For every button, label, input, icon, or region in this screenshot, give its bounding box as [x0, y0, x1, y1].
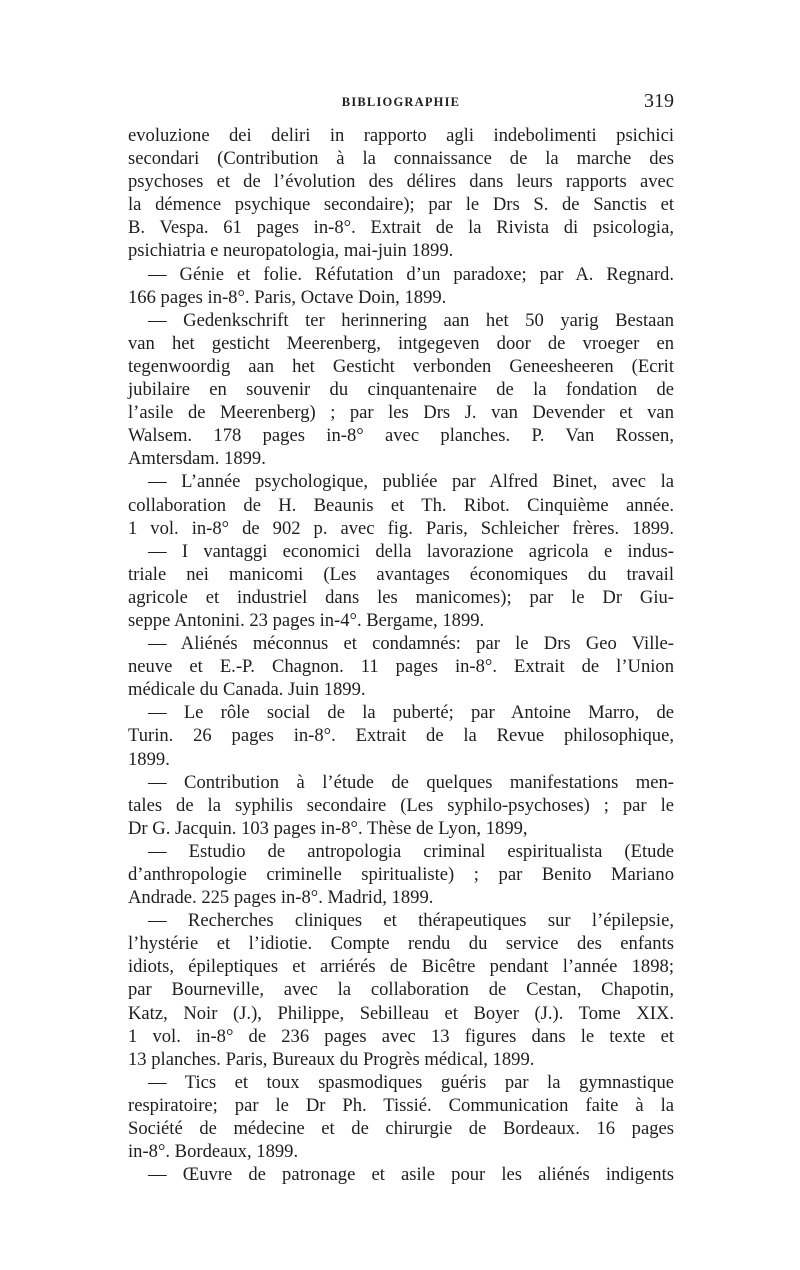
text-line: — Tics et toux spasmodiques guéris par la gymnastique: [148, 1071, 674, 1093]
text-line: psychoses et de l’évolution des délires dans leurs rapports avec: [128, 171, 674, 193]
text-line: — Estudio de antropologia criminal espiritualista (Etude: [148, 840, 674, 862]
text-line: — Œuvre de patronage et asile pour les aliénés indigents: [148, 1164, 674, 1186]
text-line: médicale du Canada. Juin 1899.: [128, 679, 366, 701]
text-line: l’asile de Meerenberg) ; par les Drs J. van Devender et van: [128, 402, 674, 424]
text-line: agricole et industriel dans les manicomes); par le Dr Giu-: [128, 586, 674, 608]
text-line: — L’année psychologique, publiée par Alfred Binet, avec la: [148, 471, 674, 493]
text-line: — Gedenkschrift ter herinnering aan het 50 yarig Bestaan: [148, 309, 674, 331]
text-line: psichiatria e neuropatologia, mai-juin 1899.: [128, 240, 454, 262]
text-line: van het gesticht Meerenberg, intgegeven door de vroeger en: [128, 332, 674, 354]
text-line: — Aliénés méconnus et condamnés: par le Drs Geo Ville-: [148, 633, 674, 655]
text-line: Amtersdam. 1899.: [128, 448, 266, 470]
text-line: — Génie et folie. Réfutation d’un paradoxe; par A. Regnard.: [148, 263, 674, 285]
text-line: Andrade. 225 pages in-8°. Madrid, 1899.: [128, 887, 434, 909]
text-line: 1 vol. in-8° de 902 p. avec fig. Paris, Schleicher frères. 1899.: [128, 517, 674, 539]
text-line: d’anthropologie criminelle spiritualiste) ; par Benito Mariano: [128, 864, 674, 885]
text-line: l’hystérie et l’idiotie. Compte rendu du service des enfants: [128, 933, 674, 955]
text-line: Société de médecine et de chirurgie de Bordeaux. 16 pages: [128, 1118, 674, 1140]
text-line: — Contribution à l’étude de quelques manifestations men-: [148, 771, 674, 793]
running-head: BIBLIOGRAPHIE: [341, 95, 461, 109]
text-line: 1899.: [128, 748, 170, 770]
text-line: Turin. 26 pages in-8°. Extrait de la Revue philosophique,: [128, 725, 674, 747]
text-line: triale nei manicomi (Les avantages économiques du travail: [128, 563, 674, 585]
text-line: secondari (Contribution à la connaissance de la marche des: [128, 148, 674, 170]
text-line: collaboration de H. Beaunis et Th. Ribot. Cinquième année.: [128, 494, 674, 516]
text-line: tegenwoordig aan het Gesticht verbonden Geneesheeren (Ecrit: [128, 355, 674, 377]
text-line: — Le rôle social de la puberté; par Antoine Marro, de: [148, 702, 674, 724]
text-line: neuve et E.-P. Chagnon. 11 pages in-8°. Extrait de l’Union: [128, 656, 674, 678]
page-number: 319: [644, 90, 674, 112]
text-line: — Recherches cliniques et thérapeutiques sur l’épilepsie,: [148, 910, 674, 932]
text-line: jubilaire en souvenir du cinquantenaire de la fondation de: [128, 379, 674, 401]
text-line: Walsem. 178 pages in-8° avec planches. P. Van Rossen,: [128, 425, 674, 447]
text-line: 13 planches. Paris, Bureaux du Progrès médical, 1899.: [128, 1048, 535, 1070]
page-header: [128, 90, 674, 115]
text-line: Dr G. Jacquin. 103 pages in-8°. Thèse de Lyon, 1899,: [128, 817, 528, 839]
text-line: Katz, Noir (J.), Philippe, Sebilleau et Boyer (J.). Tome XIX.: [128, 1002, 674, 1024]
text-line: idiots, épileptiques et arriérés de Bicêtre pendant l’année 1898;: [128, 956, 674, 978]
text-line: respiratoire; par le Dr Ph. Tissié. Communication faite à la: [128, 1094, 674, 1116]
text-line: B. Vespa. 61 pages in-8°. Extrait de la Rivista di psicologia,: [128, 217, 674, 239]
bibliography-text: [128, 124, 674, 1186]
text-line: par Bourneville, avec la collaboration de Cestan, Chapotin,: [128, 979, 674, 1001]
text-line: in-8°. Bordeaux, 1899.: [128, 1141, 299, 1163]
text-line: tales de la syphilis secondaire (Les syphilo-psychoses) ; par le: [128, 794, 674, 816]
text-line: — I vantaggi economici della lavorazione agricola e indus-: [148, 540, 674, 562]
text-line: seppe Antonini. 23 pages in-4°. Bergame, 1899.: [128, 609, 485, 631]
text-line: 166 pages in-8°. Paris, Octave Doin, 1899.: [128, 286, 447, 308]
text-line: la démence psychique secondaire); par le Drs S. de Sanctis et: [128, 194, 674, 216]
text-line: evoluzione dei deliri in rapporto agli indebolimenti psichici: [128, 125, 674, 146]
text-line: 1 vol. in-8° de 236 pages avec 13 figures dans le texte et: [128, 1025, 674, 1047]
